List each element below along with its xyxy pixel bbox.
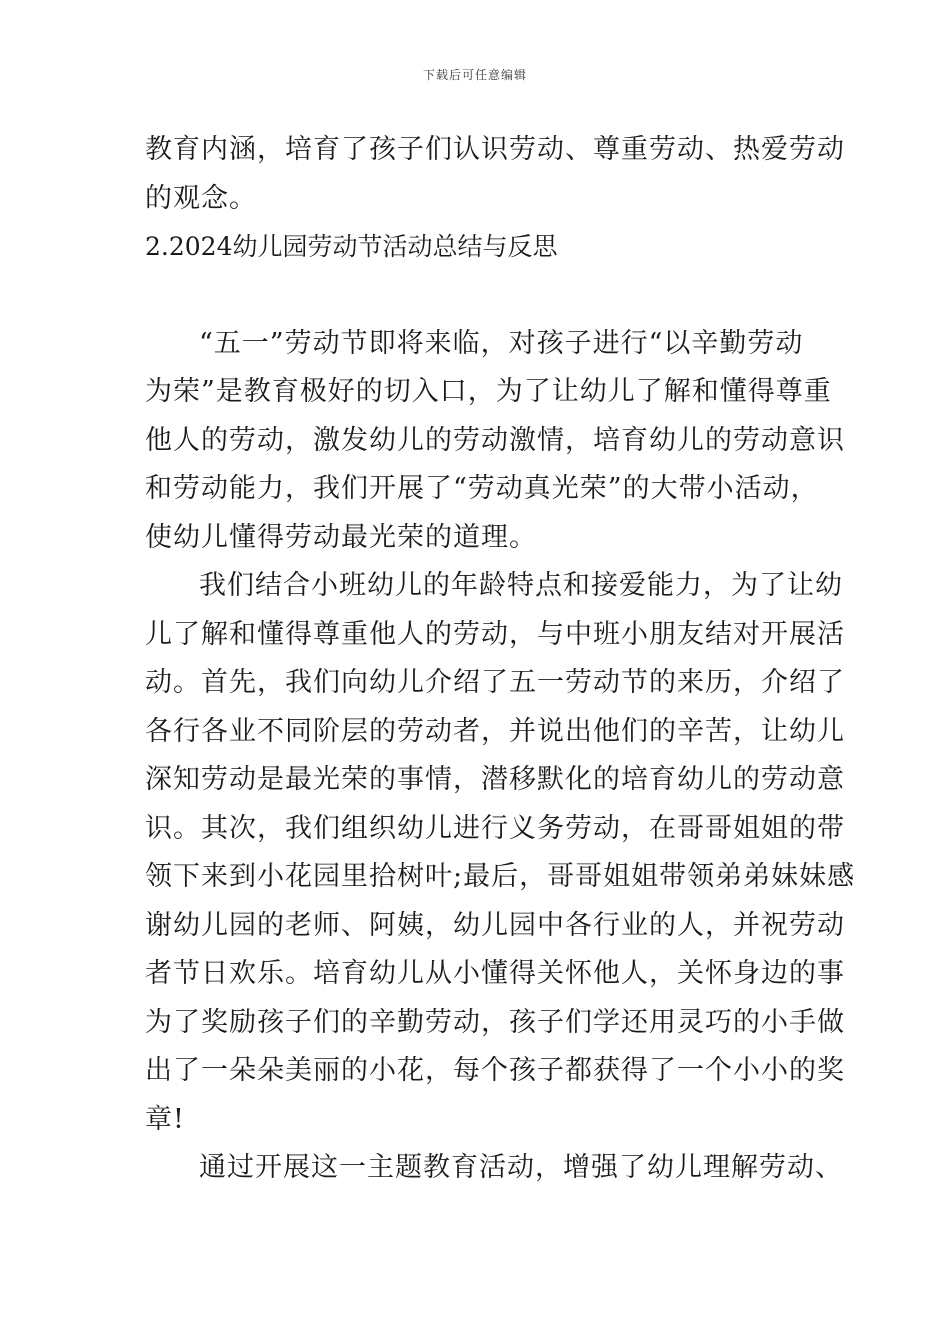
- text-line: 出了一朵朵美丽的小花，每个孩子都获得了一个小小的奖: [145, 1055, 845, 1086]
- text-line: 各行各业不同阶层的劳动者，并说出他们的辛苦，让幼儿: [145, 715, 845, 747]
- text-line: 谢幼儿园的老师、阿姨，幼儿园中各行业的人，并祝劳动: [145, 909, 845, 941]
- text-line: 章!: [145, 1103, 185, 1135]
- blank-line: [145, 272, 810, 320]
- text-line: 和劳动能力，我们开展了“劳动真光荣”的大带小活动，: [145, 473, 819, 504]
- text-line: 识。其次，我们组织幼儿进行义务劳动，在哥哥姐姐的带: [145, 812, 845, 844]
- text-line: 者节日欢乐。培育幼儿从小懂得关怀他人，关怀身边的事: [145, 958, 845, 989]
- paragraph-3: [145, 1144, 843, 1193]
- text-line: 为荣”是教育极好的切入口，为了让幼儿了解和懂得尊重: [145, 376, 832, 407]
- document-body: [145, 126, 856, 1193]
- text-line: 动。首先，我们向幼儿介绍了五一劳动节的来历，介绍了: [145, 667, 845, 698]
- text-line: “五一”劳动节即将来临，对孩子进行“以辛勤劳动: [199, 327, 804, 359]
- text-line: 儿了解和懂得尊重他人的劳动，与中班小朋友结对开展活: [145, 618, 845, 650]
- header-note: 下载后可任意编辑: [422, 68, 527, 82]
- text-line: 领下来到小花园里拾树叶;最后，哥哥姐姐带领弟弟妹妹感: [145, 861, 856, 892]
- paragraph-2: [145, 562, 856, 1144]
- text-line: 教育内涵，培育了孩子们认识劳动、尊重劳动、热爱劳动: [145, 134, 845, 165]
- text-line: 深知劳动是最光荣的事情，潜移默化的培育幼儿的劳动意: [145, 764, 845, 795]
- text-line: 为了奖励孩子们的辛勤劳动，孩子们学还用灵巧的小手做: [145, 1006, 845, 1038]
- text-line: 通过开展这一主题教育活动，增强了幼儿理解劳动、: [199, 1152, 843, 1183]
- text-line: 使幼儿懂得劳动最光荣的道理。: [145, 521, 537, 553]
- text-line: 我们结合小班幼儿的年龄特点和接爱能力，为了让幼: [199, 570, 843, 601]
- text-line: 的观念。: [145, 182, 257, 214]
- continuation-paragraph: [145, 126, 845, 223]
- paragraph-1: [145, 320, 845, 563]
- section-title: 2.2024幼儿园劳动节活动总结与反思: [145, 232, 558, 261]
- text-line: 他人的劳动，激发幼儿的劳动激情，培育幼儿的劳动意识: [145, 424, 845, 456]
